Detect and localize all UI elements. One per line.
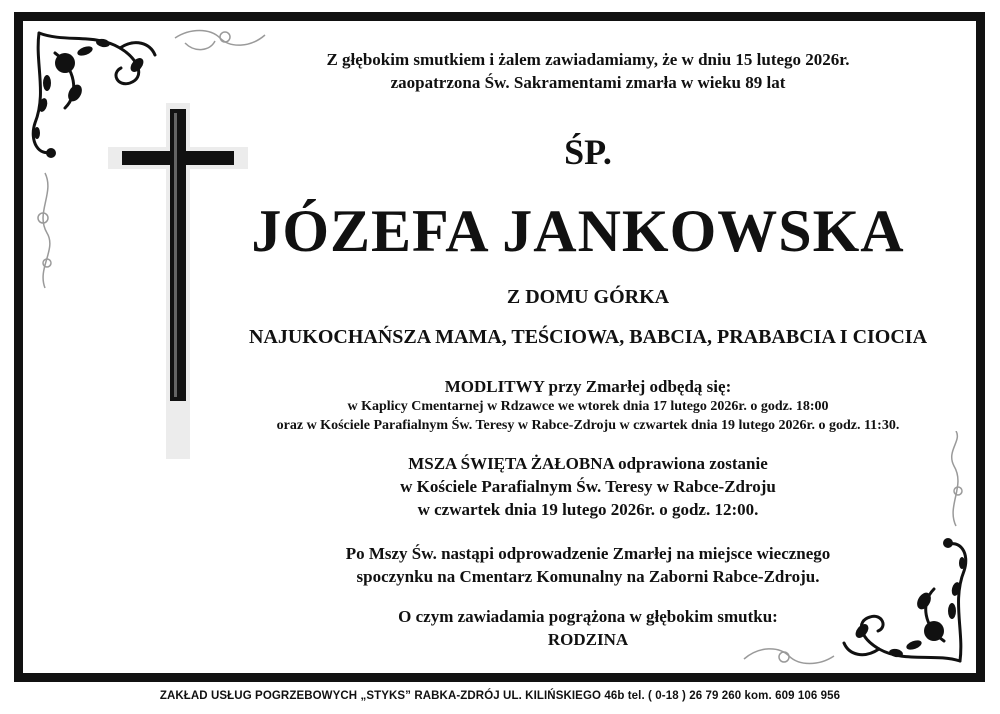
- obituary-text: [193, 21, 983, 673]
- burial-line-1: Po Mszy Św. nastąpi odprowadzenie Zmarłej na miejsce wiecznego: [345, 544, 831, 563]
- obituary-frame: [14, 12, 985, 682]
- mass-line-1: w Kościele Parafialnym Św. Teresy w Rabce-Zdroju: [400, 477, 776, 496]
- deceased-name: JÓZEFA JANKOWSKA: [251, 198, 905, 264]
- mass-heading-bold: MSZA ŚWIĘTA ŻAŁOBNA: [408, 454, 614, 473]
- mass-heading-rest: odprawiona zostanie: [613, 454, 768, 473]
- maiden-name: Z DOMU GÓRKA: [506, 286, 670, 308]
- intro-line-1: Z głębokim smutkiem i żalem zawiadamiamy, że w dniu 15 lutego 2026r.: [326, 50, 850, 69]
- prayers-heading: MODLITWY przy Zmarłej odbędą się:: [444, 377, 732, 396]
- funeral-home-footer: ZAKŁAD USŁUG POGRZEBOWYCH „STYKS” RABKA-ZDRÓJ UL. KILIŃSKIEGO 46b tel. ( 0-18 ) 26 79 260 kom. 609 106 956: [159, 690, 841, 702]
- relations: NAJUKOCHAŃSZA MAMA, TEŚCIOWA, BABCIA, PRABABCIA I CIOCIA: [248, 326, 928, 348]
- prayers-line-2: oraz w Kościele Parafialnym Św. Teresy w Rabce-Zdroju w czwartek dnia 19 lutego 2026r. o godz. 11:30.: [276, 418, 900, 433]
- title-prefix: ŚP.: [564, 132, 612, 172]
- intro-line-2: zaopatrzona Św. Sakramentami zmarła w wieku 89 lat: [390, 73, 786, 92]
- closing-family: RODZINA: [547, 630, 629, 649]
- prayers-line-1: w Kaplicy Cmentarnej w Rdzawce we wtorek dnia 17 lutego 2026r. o godz. 18:00: [347, 399, 829, 414]
- closing-line-1: O czym zawiadamia pogrążona w głębokim smutku:: [398, 607, 778, 626]
- mass-heading: [193, 454, 983, 474]
- mass-line-2: w czwartek dnia 19 lutego 2026r. o godz. 12:00.: [417, 500, 759, 519]
- burial-line-2: spoczynku na Cmentarz Komunalny na Zaborni Rabce-Zdroju.: [356, 567, 820, 586]
